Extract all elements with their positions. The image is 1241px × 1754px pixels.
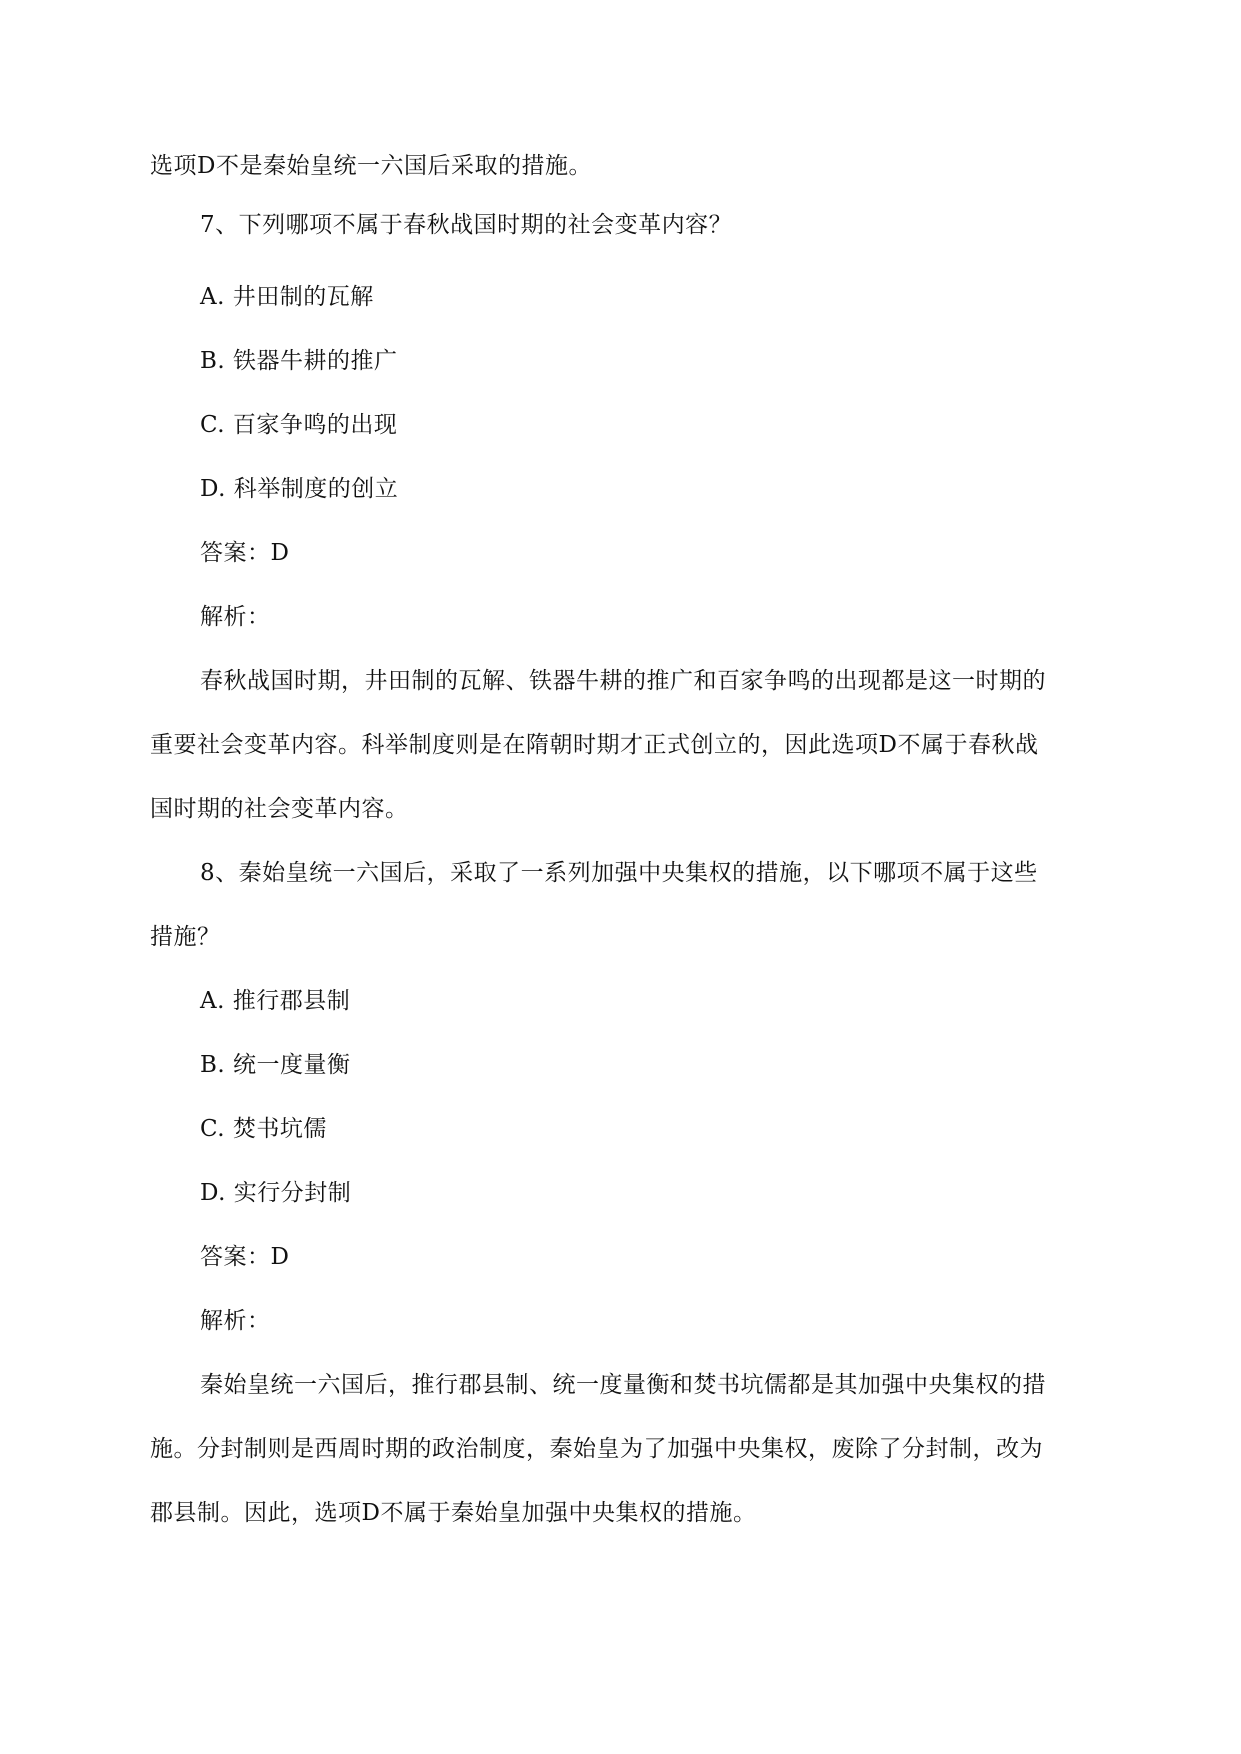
option-c: C. 百家争鸣的出现: [200, 412, 398, 438]
analysis-text: 重要社会变革内容。科举制度则是在隋朝时期才正式创立的，因此选项D不属于春秋战: [150, 732, 1039, 758]
option-a: A. 推行郡县制: [200, 988, 351, 1014]
answer-label: 答案：D: [200, 540, 290, 566]
analysis-label: 解析：: [200, 604, 271, 630]
text-line: 选项D不是秦始皇统一六国后采取的措施。: [150, 153, 592, 179]
option-c: C. 焚书坑儒: [200, 1116, 327, 1142]
analysis-text: 施。分封制则是西周时期的政治制度，秦始皇为了加强中央集权，废除了分封制，改为: [150, 1436, 1043, 1462]
option-b: B. 铁器牛耕的推广: [200, 348, 398, 374]
answer-label: 答案：D: [200, 1244, 290, 1270]
analysis-text: 秦始皇统一六国后，推行郡县制、统一度量衡和焚书坑儒都是其加强中央集权的措: [200, 1372, 1046, 1398]
option-b: B. 统一度量衡: [200, 1052, 351, 1078]
analysis-text: 春秋战国时期，井田制的瓦解、铁器牛耕的推广和百家争鸣的出现都是这一时期的: [200, 668, 1046, 694]
question-7: 7、下列哪项不属于春秋战国时期的社会变革内容？: [200, 212, 733, 238]
question-8: 措施？: [150, 924, 221, 950]
option-d: D. 科举制度的创立: [200, 476, 399, 502]
analysis-text: 郡县制。因此，选项D不属于秦始皇加强中央集权的措施。: [150, 1500, 757, 1526]
option-d: D. 实行分封制: [200, 1180, 352, 1206]
question-8: 8、秦始皇统一六国后，采取了一系列加强中央集权的措施，以下哪项不属于这些: [200, 860, 1038, 886]
option-a: A. 井田制的瓦解: [200, 284, 374, 310]
analysis-text: 国时期的社会变革内容。: [150, 796, 409, 822]
analysis-label: 解析：: [200, 1308, 271, 1334]
